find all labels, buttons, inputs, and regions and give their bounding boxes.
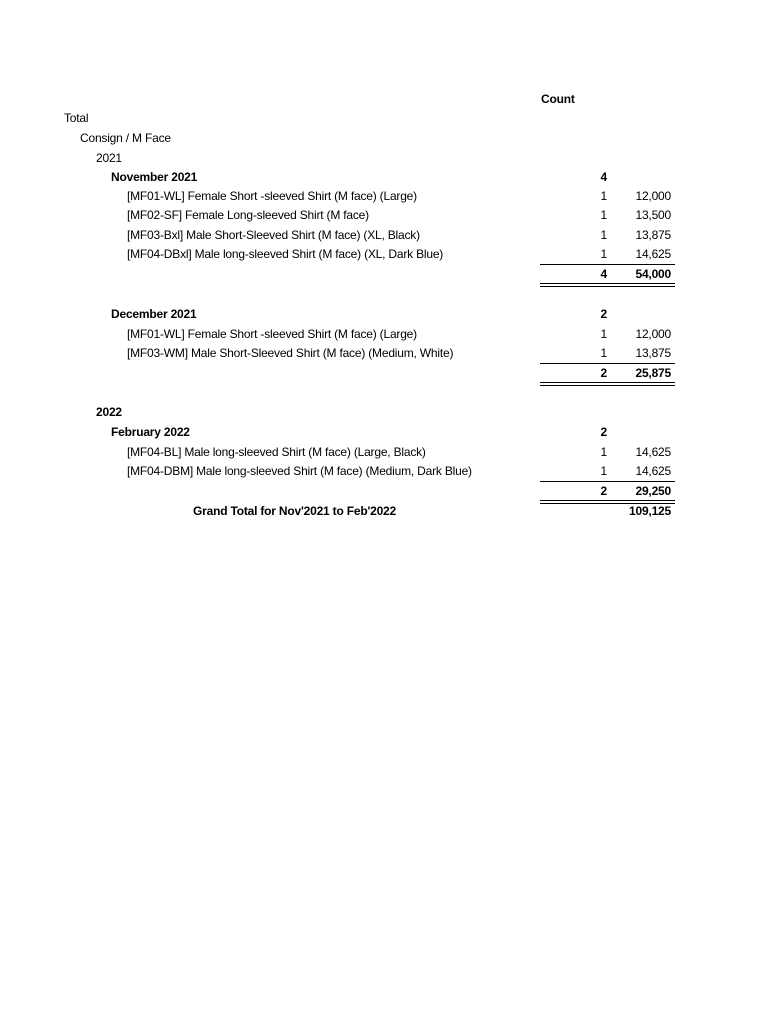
subtotal-count: 2 [600, 484, 607, 498]
item-name: [MF04-DBM] Male long-sleeved Shirt (M face) (Medium, Dark Blue) [127, 464, 472, 478]
subtotal-rule [540, 481, 675, 482]
item-amount: 13,875 [635, 346, 671, 360]
item-count: 1 [600, 228, 607, 242]
count-column-header: Count [541, 92, 575, 106]
month-label-december-2021: December 2021 [111, 307, 197, 321]
subtotal-count: 2 [600, 366, 607, 380]
item-amount: 14,625 [635, 445, 671, 459]
item-name: [MF01-WL] Female Short -sleeved Shirt (M face) (Large) [127, 327, 417, 341]
subtotal-double-rule [540, 382, 675, 386]
month-label-february-2022: February 2022 [111, 425, 190, 439]
item-amount: 13,875 [635, 228, 671, 242]
item-count: 1 [600, 327, 607, 341]
subtotal-amount: 29,250 [635, 484, 671, 498]
item-amount: 13,500 [635, 208, 671, 222]
grand-total-amount: 109,125 [629, 504, 671, 518]
item-name: [MF03-Bxl] Male Short-Sleeved Shirt (M face) (XL, Black) [127, 228, 420, 242]
subtotal-rule [540, 363, 675, 364]
item-count: 1 [600, 445, 607, 459]
year-label-2021: 2021 [96, 151, 122, 165]
month-count: 2 [600, 307, 607, 321]
subtotal-count: 4 [600, 267, 607, 281]
item-count: 1 [600, 189, 607, 203]
total-label: Total [64, 111, 89, 125]
item-amount: 12,000 [635, 327, 671, 341]
group-label: Consign / M Face [80, 131, 171, 145]
item-count: 1 [600, 464, 607, 478]
month-count: 2 [600, 425, 607, 439]
item-amount: 14,625 [635, 464, 671, 478]
month-label-november-2021: November 2021 [111, 170, 198, 184]
item-name: [MF04-DBxl] Male long-sleeved Shirt (M face) (XL, Dark Blue) [127, 247, 444, 261]
subtotal-amount: 25,875 [635, 366, 671, 380]
year-label-2022: 2022 [96, 405, 122, 419]
grand-total-label: Grand Total for Nov'2021 to Feb'2022 [193, 504, 397, 518]
item-name: [MF02-SF] Female Long-sleeved Shirt (M face) [127, 208, 369, 222]
item-count: 1 [600, 247, 607, 261]
item-name: [MF01-WL] Female Short -sleeved Shirt (M face) (Large) [127, 189, 417, 203]
subtotal-rule [540, 264, 675, 265]
subtotal-double-rule [540, 283, 675, 287]
item-amount: 14,625 [635, 247, 671, 261]
month-count: 4 [600, 170, 607, 184]
item-amount: 12,000 [635, 189, 671, 203]
subtotal-amount: 54,000 [635, 267, 671, 281]
item-name: [MF04-BL] Male long-sleeved Shirt (M face) (Large, Black) [127, 445, 426, 459]
item-count: 1 [600, 346, 607, 360]
item-count: 1 [600, 208, 607, 222]
item-name: [MF03-WM] Male Short-Sleeved Shirt (M face) (Medium, White) [127, 346, 454, 360]
